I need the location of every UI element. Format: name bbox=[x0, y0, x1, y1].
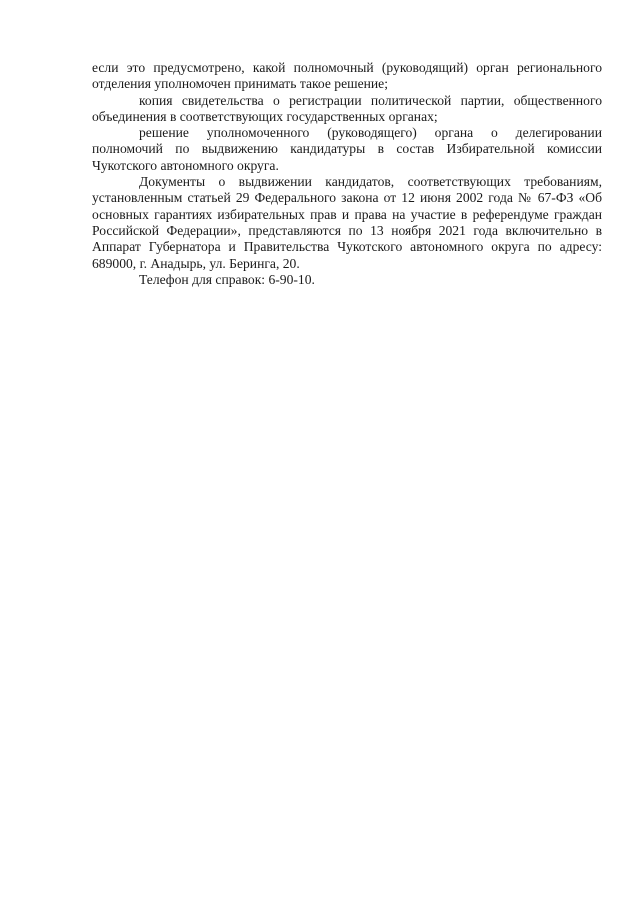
paragraph-submission-terms: Документы о выдвижении кандидатов, соответствующих требованиям, установленным статьей 29 Федерального закона от 12 июня 2002 года № 67-ФЗ «Об основных гарантиях избирательных прав и права на участие в референдуме граждан Российской Федерации», представляются по 13 ноября 2021 года включительно в Аппарат Губернатора и Правительства Чукотского автономного округа по адресу: 689000, г. Анадырь, ул. Беринга, 20. bbox=[92, 174, 602, 271]
paragraph-registration-copy: копия свидетельства о регистрации политической партии, общественного объединения в соответствующих государственных органах; bbox=[92, 92, 602, 124]
paragraph-contact-phone: Телефон для справок: 6-90-10. bbox=[139, 271, 315, 287]
document-body bbox=[92, 60, 602, 288]
paragraph-region-decision: если это предусмотрено, какой полномочный (руководящий) орган регионального отделения уполномочен принимать такое решение; bbox=[92, 60, 602, 92]
paragraph-delegation-decision: решение уполномоченного (руководящего) органа о делегировании полномочий по выдвижению кандидатуры в состав Избирательной комиссии Чукотского автономного округа. bbox=[92, 125, 602, 173]
